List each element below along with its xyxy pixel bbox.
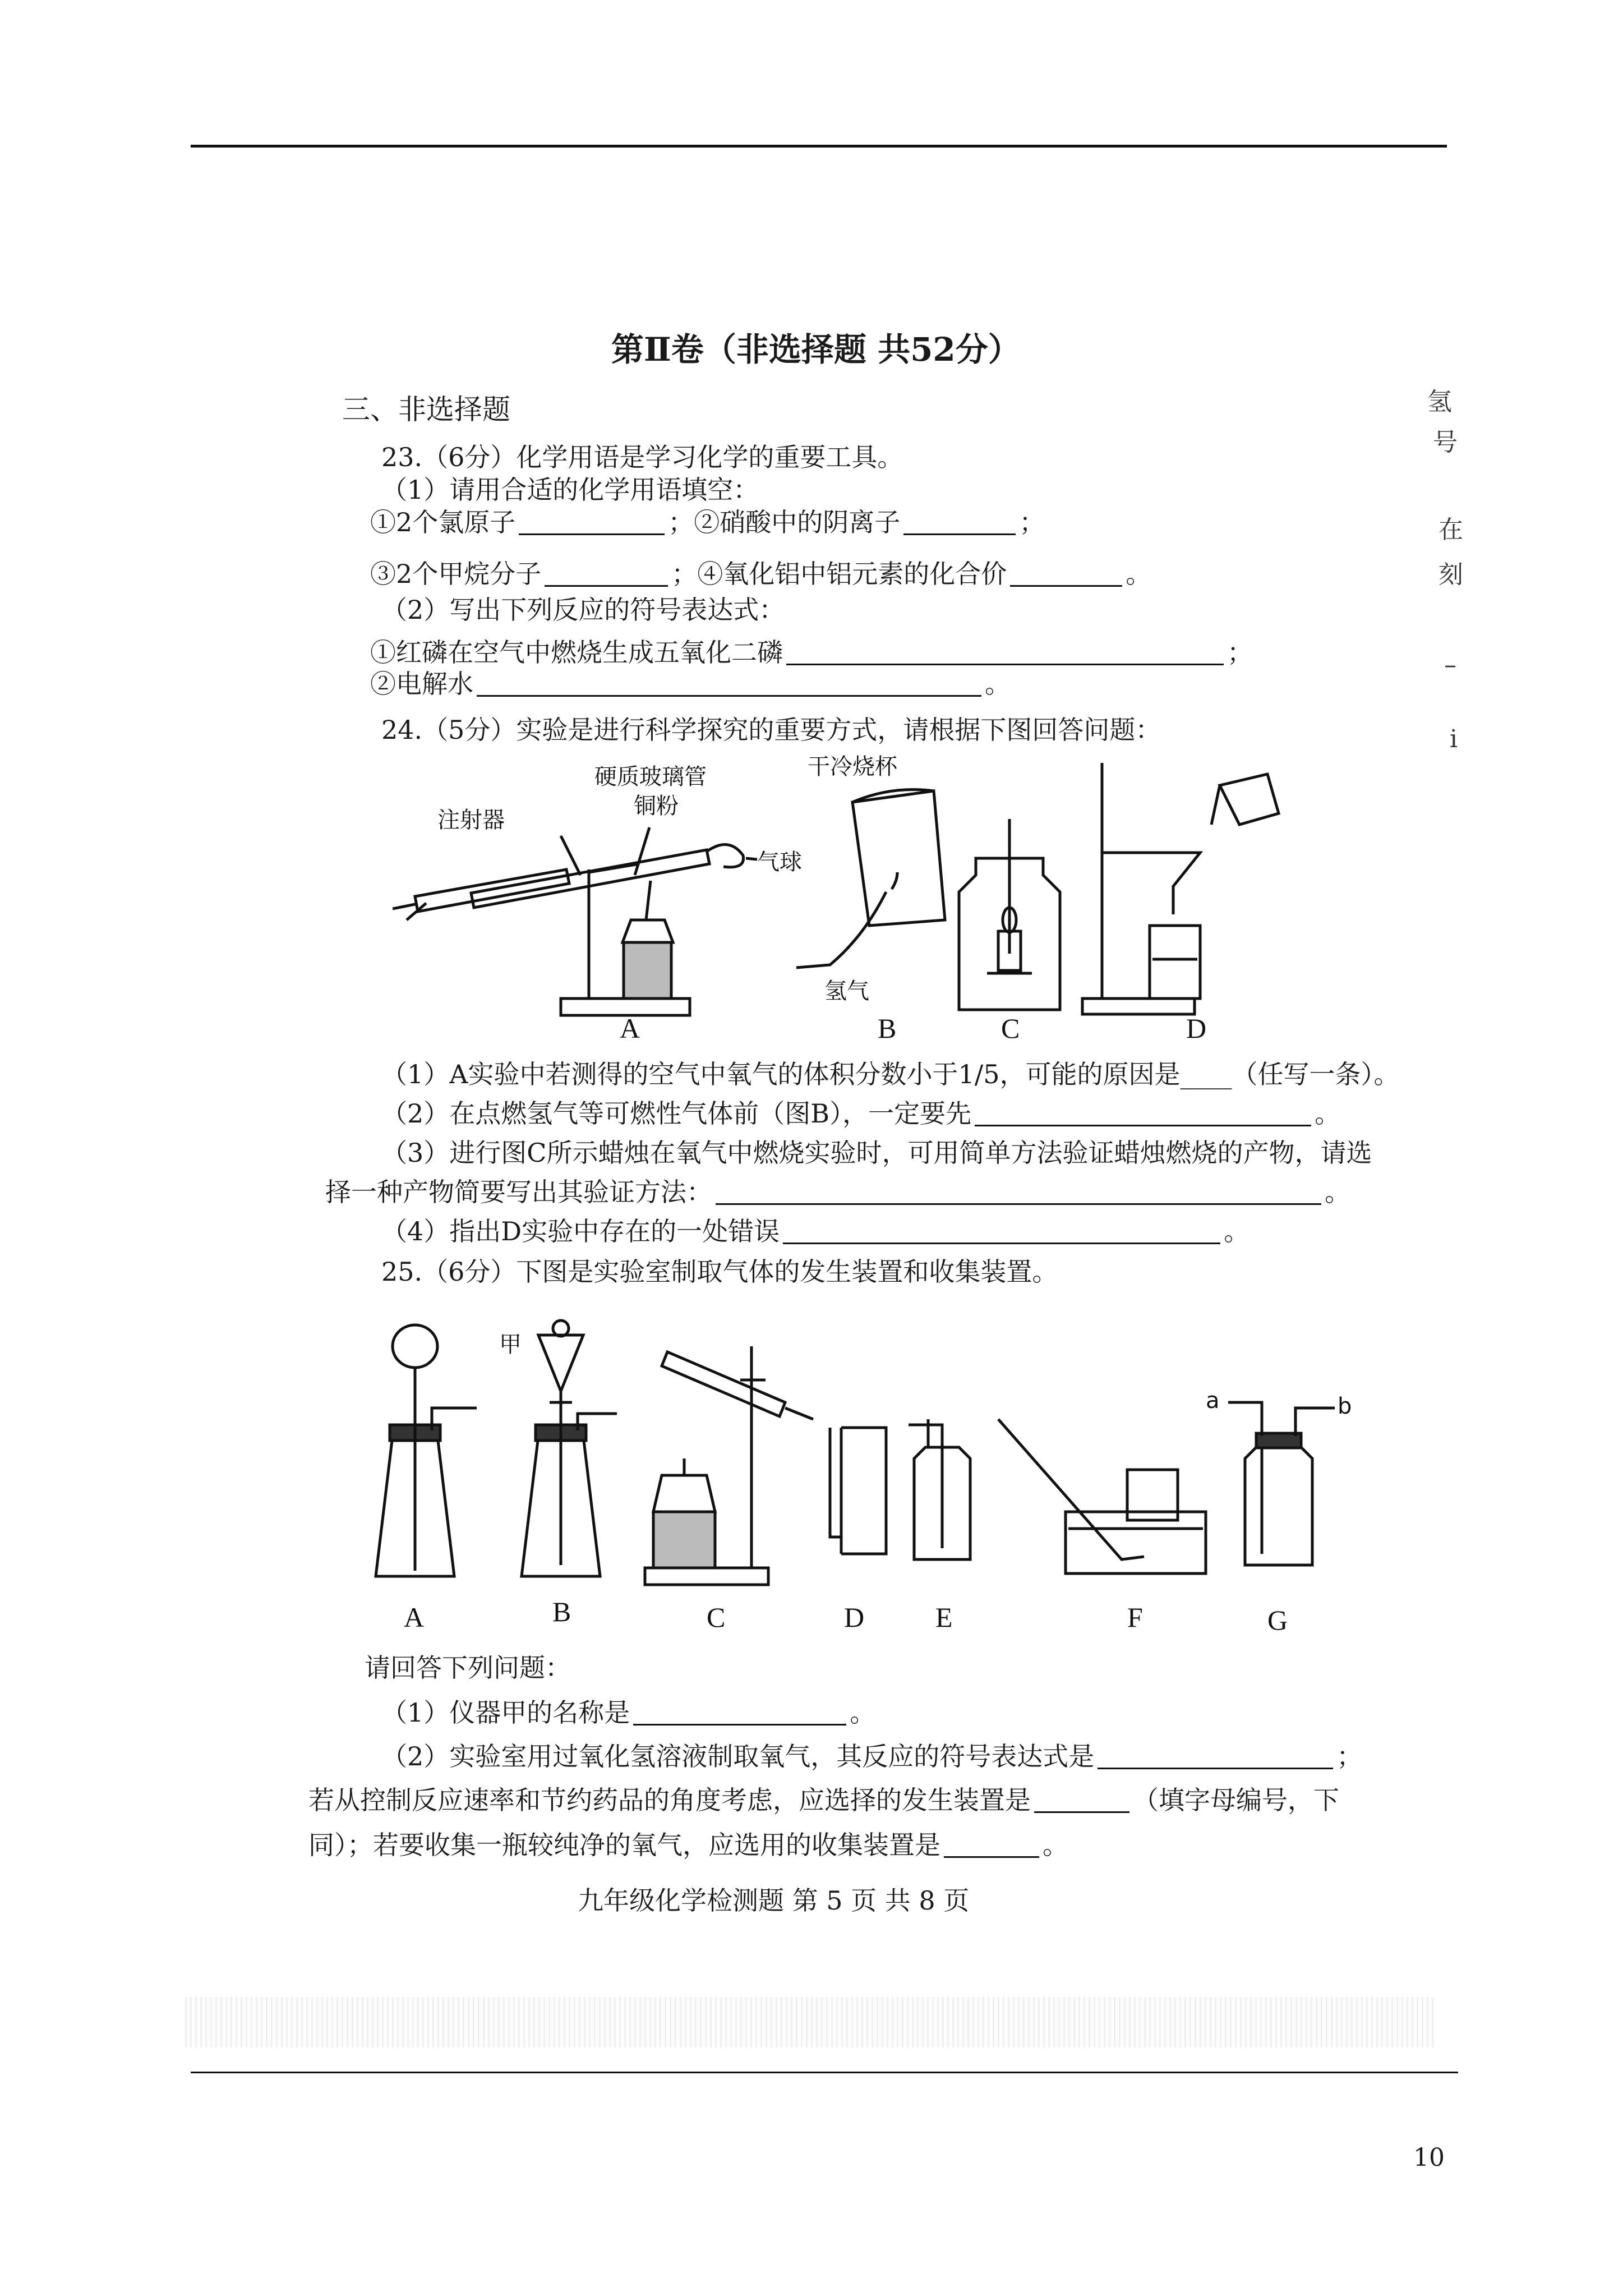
q24-sub4-text: （4）指出D实验中存在的一处错误	[381, 1216, 780, 1246]
edge-fragment: i	[1450, 725, 1458, 753]
label-D2: D	[844, 1602, 865, 1633]
apparatus-b	[796, 790, 945, 968]
label-a: a	[1206, 1388, 1220, 1414]
answer-blank[interactable]	[633, 1701, 846, 1726]
label-E: E	[935, 1602, 953, 1633]
q23-item2-label: ；②硝酸中的阴离子	[668, 507, 901, 537]
apparatus-d2	[830, 1428, 886, 1554]
label-D: D	[1186, 1013, 1207, 1043]
apparatus-c	[959, 819, 1060, 1010]
answer-blank[interactable]	[1010, 563, 1122, 587]
label-syringe: 注射器	[437, 807, 505, 833]
q25-sub2b-text: 若从控制反应速率和节约药品的角度考虑，应选择的发生装置是	[308, 1785, 1031, 1815]
q23-reaction1-label: ①红磷在空气中燃烧生成五氧化二磷	[370, 637, 783, 668]
q25-ask: 请回答下列问题：	[365, 1653, 571, 1683]
page-number: 10	[1413, 2143, 1445, 2172]
q23-stem: 23.（6分）化学用语是学习化学的重要工具。	[381, 442, 903, 472]
answer-blank[interactable]	[944, 1834, 1039, 1858]
q24-figure	[393, 752, 1290, 1043]
label-beaker: 干冷烧杯	[808, 754, 897, 780]
page-title: 第Ⅱ卷（非选择题 共52分）	[611, 330, 1021, 369]
punct: ；	[1019, 507, 1045, 537]
edge-fragment: 在	[1438, 516, 1463, 544]
label-copper: 铜粉	[634, 793, 679, 819]
edge-fragment: 号	[1433, 428, 1458, 457]
q24-sub4-line	[381, 1218, 1249, 1244]
q25-sub2-text: （2）实验室用过氧化氢溶液制取氧气，其反应的符号表达式是	[381, 1741, 1095, 1772]
punct: 。	[1043, 1830, 1068, 1860]
q25-figure	[348, 1307, 1357, 1644]
punct: 。	[1325, 1177, 1350, 1207]
label-G: G	[1267, 1604, 1288, 1636]
q23-part1: （1）请用合适的化学用语填空：	[381, 475, 759, 505]
punct: ；	[1227, 637, 1253, 668]
q23-reaction2-line	[370, 671, 1011, 697]
q24-sub3b-line	[325, 1179, 1350, 1205]
scan-noise	[185, 1997, 1436, 2047]
q25-sub1-line	[381, 1697, 876, 1728]
q24-sub3b-text: 择一种产物简要写出其验证方法：	[325, 1177, 712, 1207]
q23-item3-line	[370, 561, 1151, 587]
apparatus-b2	[522, 1320, 617, 1576]
edge-fragment: 氢	[1427, 388, 1452, 416]
label-balloon: 气球	[757, 849, 802, 875]
q25-sub2b-tail: （填字母编号，下	[1133, 1785, 1339, 1815]
q24-stem: 24.（5分）实验是进行科学探究的重要方式，请根据下图回答问题：	[381, 715, 1161, 745]
label-A2: A	[404, 1602, 425, 1633]
label-C2: C	[707, 1602, 726, 1633]
q24-sub1: （1）A实验中若测得的空气中氧气的体积分数小于1/5，可能的原因是____（任写一条）。	[381, 1059, 1400, 1089]
answer-blank[interactable]	[716, 1181, 1321, 1205]
punct: 。	[850, 1697, 876, 1728]
q24-sub3: （3）进行图C所示蜡烛在氧气中燃烧实验时，可用简单方法验证蜡烛燃烧的产物，请选	[381, 1138, 1372, 1168]
q23-item1-line	[370, 509, 1045, 535]
apparatus-f	[998, 1419, 1206, 1573]
q23-item1-label: ①2个氯原子	[370, 507, 516, 537]
label-B: B	[878, 1013, 897, 1043]
label-b: b	[1338, 1393, 1352, 1419]
label-hydrogen: 氢气	[824, 978, 869, 1004]
q25-stem: 25.（6分）下图是实验室制取气体的发生装置和收集装置。	[381, 1257, 1058, 1287]
q23-reaction2-label: ②电解水	[370, 669, 473, 699]
section-heading: 三、非选择题	[342, 393, 510, 426]
q23-part2: （2）写出下列反应的符号表达式：	[381, 595, 785, 625]
apparatus-g	[1228, 1402, 1335, 1565]
apparatus-c2	[645, 1346, 813, 1585]
edge-fragment: –	[1444, 651, 1456, 679]
punct: ；	[1336, 1741, 1363, 1772]
q25-sub1-text: （1）仪器甲的名称是	[381, 1697, 630, 1728]
apparatus-d	[1082, 763, 1279, 1014]
q23-reaction1-line	[370, 637, 1253, 668]
answer-blank[interactable]	[783, 1220, 1220, 1244]
punct: 。	[1315, 1098, 1341, 1129]
answer-blank[interactable]	[545, 563, 668, 587]
answer-blank[interactable]	[519, 511, 665, 535]
punct: 。	[985, 669, 1011, 699]
edge-fragment: 刻	[1438, 560, 1463, 589]
q25-sub2b-line	[308, 1787, 1339, 1813]
q23-item4-label: ；④氧化铝中铝元素的化合价	[671, 559, 1007, 589]
label-F: F	[1127, 1602, 1143, 1633]
punct: 。	[1224, 1216, 1250, 1246]
page-footer: 九年级化学检测题 第 5 页 共 8 页	[578, 1885, 970, 1916]
label-B2: B	[552, 1596, 571, 1627]
label-tube: 硬质玻璃管	[594, 764, 707, 790]
apparatus-a	[393, 827, 757, 1015]
answer-blank[interactable]	[1098, 1745, 1333, 1769]
q25-sub2c-text: 同）；若要收集一瓶较纯净的氧气，应选用的收集装置是	[308, 1830, 940, 1860]
q25-sub2-line	[381, 1741, 1363, 1772]
answer-blank[interactable]	[975, 1102, 1311, 1126]
bottom-rule	[191, 2072, 1458, 2073]
label-jia: 甲	[499, 1332, 522, 1358]
answer-blank[interactable]	[786, 641, 1224, 665]
answer-blank[interactable]	[477, 673, 981, 697]
q24-sub2-line	[381, 1098, 1341, 1129]
apparatus-e	[909, 1419, 970, 1559]
punct: 。	[1126, 559, 1152, 589]
label-A: A	[620, 1013, 640, 1043]
q25-sub2c-line	[308, 1832, 1068, 1858]
label-C: C	[1001, 1013, 1020, 1043]
answer-blank[interactable]	[903, 511, 1016, 535]
apparatus-a2	[376, 1325, 477, 1576]
q24-sub2-text: （2）在点燃氢气等可燃性气体前（图B），一定要先	[381, 1098, 972, 1129]
q23-item3-label: ③2个甲烷分子	[370, 559, 542, 589]
answer-blank[interactable]	[1034, 1789, 1129, 1813]
top-rule	[191, 145, 1447, 148]
